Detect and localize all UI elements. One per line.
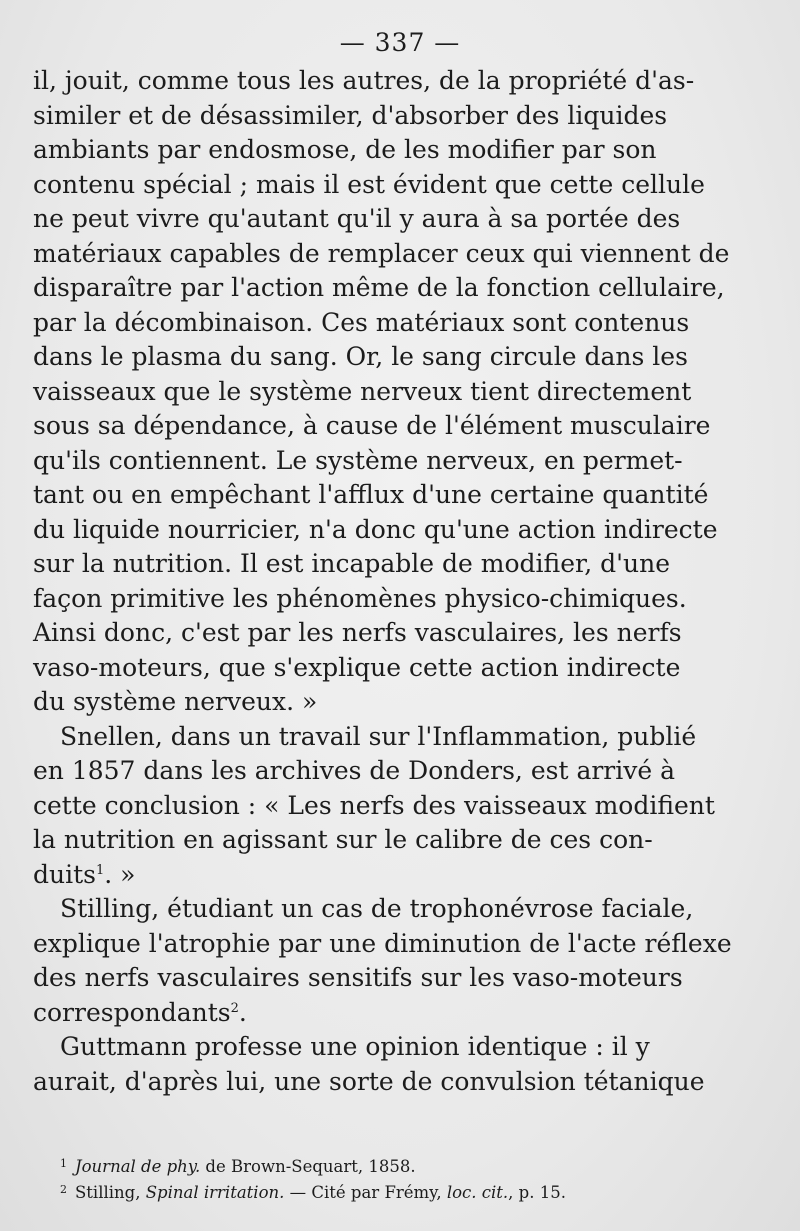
text-line: qu'ils contiennent. Le système nerveux, en permet-: [33, 445, 683, 475]
text-line: ne peut vivre qu'autant qu'il y aura à sa portée des: [33, 204, 681, 233]
text-line: sous sa dépendance, à cause de l'élément musculaire: [33, 411, 711, 440]
text-line: du liquide nourricier, n'a donc qu'une action indirecte: [33, 514, 718, 544]
footnote-text: , p. 15.: [508, 1183, 566, 1202]
footnote-title: Spinal irritation.: [145, 1183, 285, 1202]
page-number: — 337 —: [339, 28, 461, 57]
footnote-mark: 2: [60, 1183, 67, 1196]
text-line: [33, 996, 643, 1031]
text-line: en 1857 dans les archives de Donders, est arrivé à: [33, 756, 676, 785]
line-text: duits: [33, 859, 96, 889]
text-line: dans le plasma du sang. Or, le sang circule dans les: [33, 342, 688, 371]
text-line: vaso-moteurs, que s'explique cette action indirecte: [33, 652, 681, 682]
text-line: Ainsi donc, c'est par les nerfs vasculaires, les nerfs: [33, 618, 682, 647]
text-line: cette conclusion : « Les nerfs des vaisseaux modifient: [33, 790, 715, 820]
line-text: correspondants: [33, 997, 231, 1027]
text-line: contenu spécial ; mais il est évident que cette cellule: [33, 169, 705, 199]
text-line: [33, 858, 643, 893]
footnote-title: Journal de phy.: [75, 1157, 201, 1176]
text-line: tant ou en empêchant l'afflux d'une certaine quantité: [33, 480, 709, 509]
footnote-ref: 2: [230, 1000, 239, 1016]
paragraph-start-line: Snellen, dans un travail sur l'Inflammation, publié: [60, 721, 697, 751]
footnote-ref: 1: [95, 862, 105, 878]
text-line: du système nerveux. »: [33, 687, 318, 716]
line-suffix: . »: [104, 859, 136, 889]
text-line: disparaître par l'action même de la fonction cellulaire,: [33, 273, 725, 302]
text-line: la nutrition en agissant sur le calibre de ces con-: [33, 825, 653, 854]
footnote-title: loc. cit.: [446, 1183, 509, 1202]
footnote-2: [60, 1178, 620, 1204]
text-line: explique l'atrophie par une diminution de l'acte réflexe: [33, 928, 732, 958]
footnote-1: [60, 1152, 620, 1178]
paragraph-start-line: Guttmann professe une opinion identique : il y: [60, 1032, 650, 1061]
footnote-mark: 1: [60, 1157, 67, 1170]
text-line: par la décombinaison. Ces matériaux sont contenus: [33, 307, 690, 337]
body-text: [33, 64, 732, 1099]
text-line: aurait, d'après lui, une sorte de convulsion tétanique: [33, 1066, 705, 1096]
footnote-text: — Cité par Frémy,: [284, 1183, 447, 1202]
text-line: façon primitive les phénomènes physico-chimiques.: [33, 583, 687, 613]
text-line: des nerfs vasculaires sensitifs sur les vaso-moteurs: [33, 963, 683, 992]
text-line: ambiants par endosmose, de les modifier par son: [33, 135, 657, 164]
footnote-text: de Brown-Sequart, 1858.: [200, 1157, 416, 1176]
footnote-text: Stilling,: [75, 1183, 146, 1202]
footnotes: [60, 1152, 620, 1204]
text-line: sur la nutrition. Il est incapable de modifier, d'une: [33, 549, 670, 578]
text-line: matériaux capables de remplacer ceux qui viennent de: [33, 238, 730, 268]
paragraph-start-line: Stilling, étudiant un cas de trophonévrose faciale,: [60, 894, 694, 923]
text-line: vaisseaux que le système nerveux tient directement: [33, 376, 692, 406]
text-line: similer et de désassimiler, d'absorber des liquides: [33, 100, 668, 130]
text-line: il, jouit, comme tous les autres, de la propriété d'as-: [33, 66, 695, 95]
line-suffix: .: [238, 997, 247, 1027]
